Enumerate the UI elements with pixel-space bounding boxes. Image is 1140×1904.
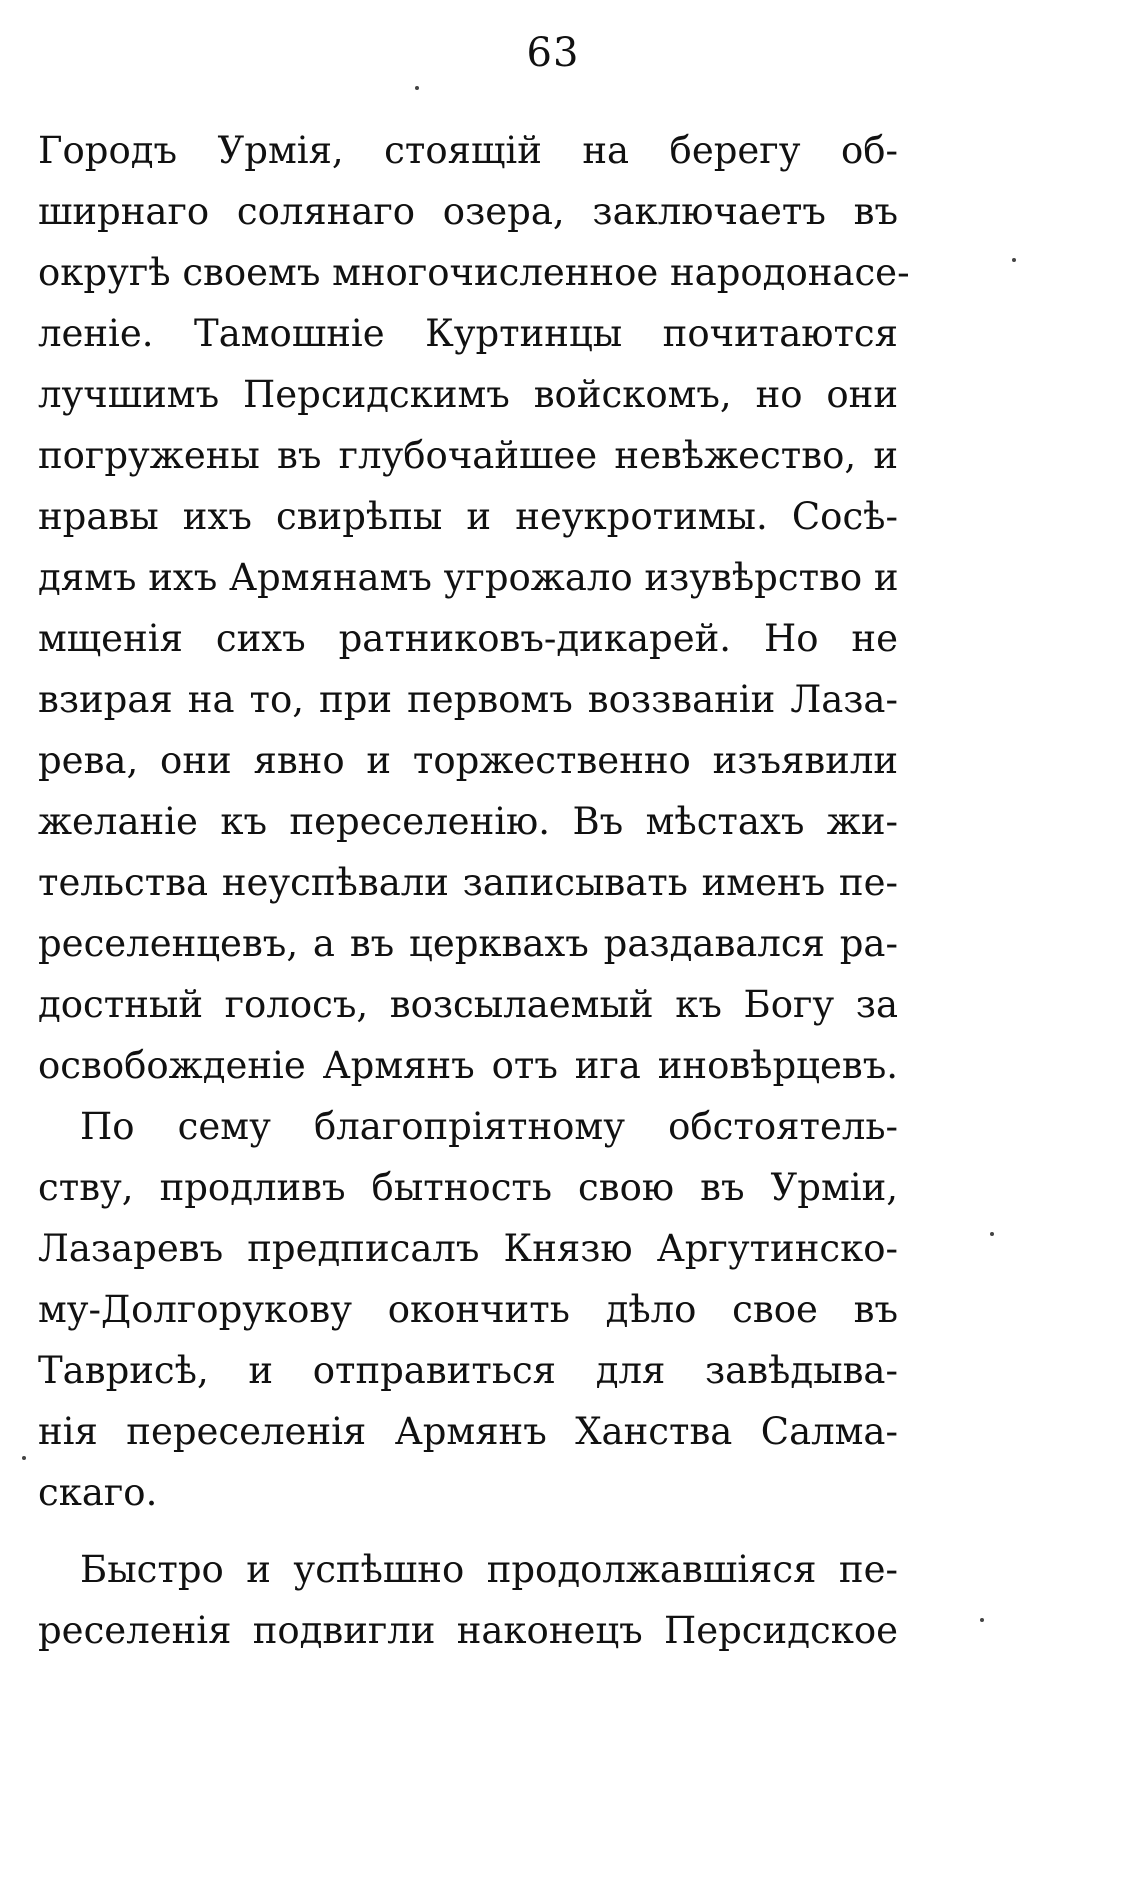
- text-line: ству, продливъ бытность свою въ Урміи,: [38, 1166, 898, 1209]
- text-line: погружены въ глубочайшее невѣжество, и: [38, 434, 898, 477]
- text-line: взирая на то, при первомъ воззваніи Лаза-: [38, 678, 898, 721]
- text-line: Быстро и успѣшно продолжавшіяся пе-: [80, 1548, 898, 1591]
- text-line: освобожденіе Армянъ отъ ига иновѣрцевъ.: [38, 1044, 898, 1087]
- text-line: му-Долгорукову окончить дѣло свое въ: [38, 1288, 898, 1331]
- print-speck: [415, 86, 419, 90]
- text-line: округѣ своемъ многочисленное народонасе-: [38, 251, 910, 294]
- text-line: желаніе къ переселенію. Въ мѣстахъ жи-: [38, 800, 898, 843]
- text-line: дямъ ихъ Армянамъ угрожало изувѣрство и: [38, 556, 899, 599]
- text-line: леніе. Тамошніе Куртинцы почитаются: [38, 312, 898, 355]
- print-speck: [980, 1618, 984, 1622]
- paragraph-2: [38, 1096, 898, 1523]
- text-line: Таврисѣ, и отправиться для завѣдыва-: [38, 1349, 898, 1392]
- text-line: реселенія подвигли наконецъ Персидское: [38, 1609, 898, 1652]
- text-line: Лазаревъ предписалъ Князю Аргутинско-: [38, 1227, 898, 1270]
- page-number: 63: [526, 30, 580, 76]
- text-line: мщенія сихъ ратниковъ-дикарей. Но не: [38, 617, 898, 660]
- text-line: рева, они явно и торжественно изъявили: [38, 739, 898, 782]
- page-text: [38, 120, 910, 1661]
- print-speck: [1012, 258, 1016, 262]
- text-line: тельства неуспѣвали записывать именъ пе-: [38, 861, 898, 904]
- paragraph-1: [38, 120, 910, 1096]
- text-line: лучшимъ Персидскимъ войскомъ, но они: [38, 373, 898, 416]
- text-line: Городъ Урмія, стоящій на берегу об-: [38, 129, 898, 172]
- text-line: нравы ихъ свирѣпы и неукротимы. Сосѣ-: [38, 495, 898, 538]
- paragraph-3: [38, 1539, 898, 1661]
- text-line: скаго.: [38, 1471, 158, 1514]
- text-line: реселенцевъ, а въ церквахъ раздавался ра-: [38, 922, 898, 965]
- text-line: достный голосъ, возсылаемый къ Богу за: [38, 983, 898, 1026]
- print-speck: [990, 1232, 994, 1236]
- text-line: ширнаго солянаго озера, заключаетъ въ: [38, 190, 898, 233]
- text-line: нія переселенія Армянъ Ханства Салма-: [38, 1410, 898, 1453]
- text-line: По сему благопріятному обстоятель-: [80, 1105, 898, 1148]
- print-speck: [22, 1456, 26, 1460]
